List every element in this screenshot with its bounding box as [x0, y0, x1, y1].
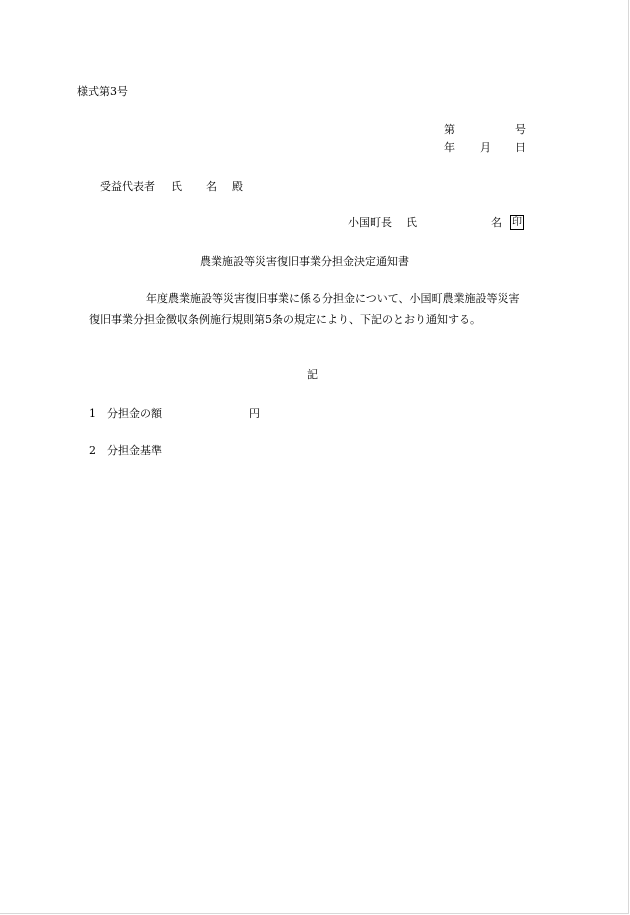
- document-title: 農業施設等災害復旧事業分担金決定通知書: [200, 255, 409, 268]
- item-2-label: 分担金基準: [107, 444, 162, 457]
- seal-mark: 印: [512, 217, 522, 228]
- doc-number-suffix: 号: [515, 123, 526, 136]
- sender-name-part1: 氏: [406, 216, 417, 229]
- date-month: 月: [480, 141, 491, 154]
- sender-name-part2: 名: [491, 216, 502, 229]
- doc-number-prefix: 第: [444, 123, 455, 136]
- date-year: 年: [444, 141, 455, 154]
- ki-heading: 記: [307, 368, 318, 381]
- item-1-number: 1: [89, 407, 96, 420]
- recipient-label: 受益代表者: [100, 180, 155, 193]
- sender-title: 小国町長: [348, 216, 392, 229]
- body-line-2: 復旧事業分担金徴収条例施行規則第5条の規定により、下記のとおり通知する。: [89, 313, 481, 326]
- item-1-unit: 円: [249, 407, 260, 420]
- item-1-label: 分担金の額: [107, 407, 162, 420]
- body-line-1: 年度農業施設等災害復旧事業に係る分担金について、小国町農業施設等災害: [146, 292, 520, 305]
- recipient-name-part1: 氏: [171, 180, 182, 193]
- recipient-name-part2: 名: [206, 180, 217, 193]
- date-day: 日: [515, 141, 526, 154]
- recipient-honorific: 殿: [232, 180, 243, 193]
- item-2-number: 2: [89, 444, 96, 457]
- form-number: 様式第3号: [77, 85, 128, 98]
